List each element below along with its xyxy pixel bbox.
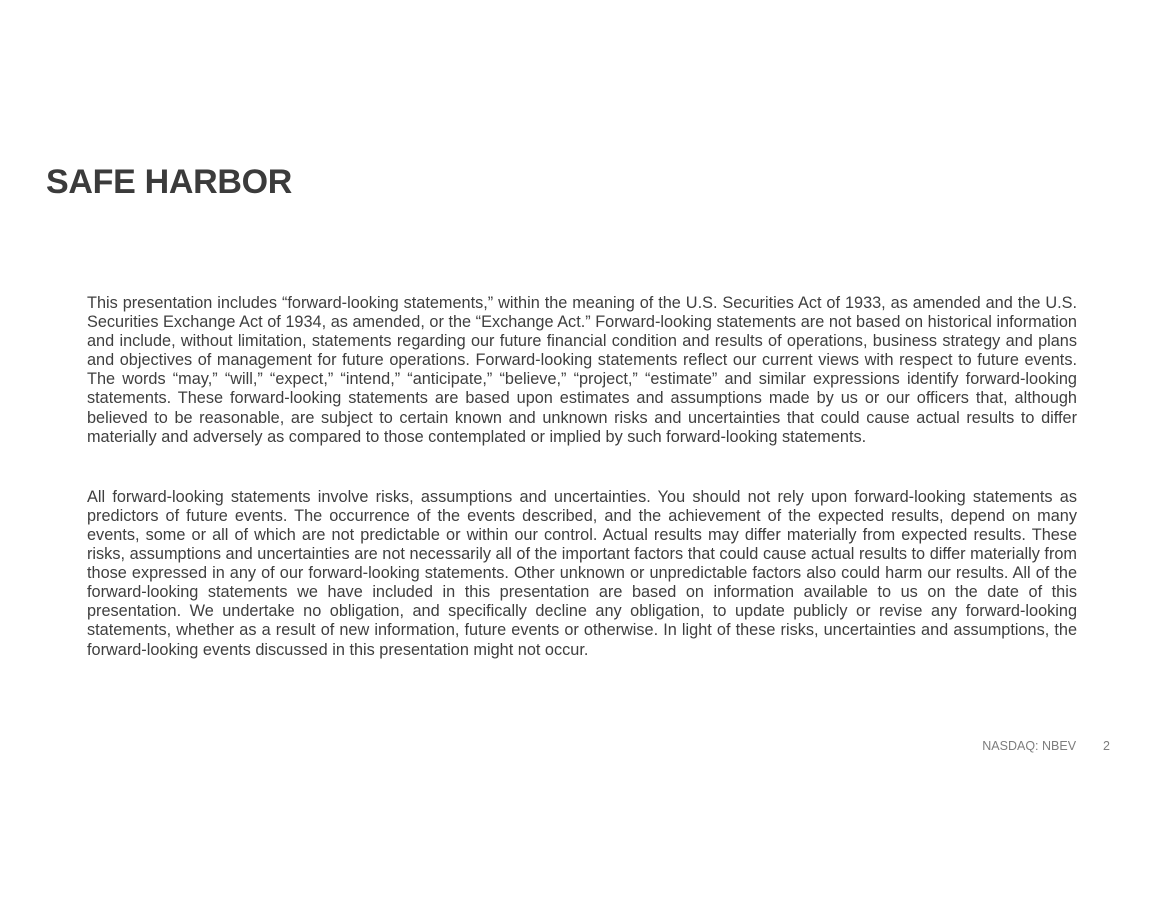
disclaimer-text-block [87,294,1077,660]
paragraph-1: This presentation includes “forward-looking statements,” within the meaning of the U.S. Securities Act of 1933, as amended and the U.S. Securities Exchange Act of 1934, as amended, or the “Exchange Act.” Forward-looking statements are not based on historical information and include, without limitation, statements regarding our future financial condition and results of operations, business strategy and plans and objectives of management for future operations. Forward-looking statements reflect our current views with respect to future events. The words “may,” “will,” “expect,” “intend,” “anticipate,” “believe,” “project,” “estimate” and similar expressions identify forward-looking statements. These forward-looking statements are based upon estimates and assumptions made by us or our officers that, although believed to be reasonable, are subject to certain known and unknown risks and uncertainties that could cause actual results to differ materially and adversely as compared to those contemplated or implied by such forward-looking statements. [87,294,1077,446]
slide-title: SAFE HARBOR [46,163,293,201]
paragraph-2: All forward-looking statements involve risks, assumptions and uncertainties. You should not rely upon forward-looking statements as predictors of future events. The occurrence of the events described, and the achievement of the expected results, depend on many events, some or all of which are not predictable or within our control. Actual results may differ materially from expected results. These risks, assumptions and uncertainties are not necessarily all of the important factors that could cause actual results to differ materially from those expressed in any of our forward-looking statements. Other unknown or unpredictable factors also could harm our results. All of the forward-looking statements we have included in this presentation are based on information available to us on the date of this presentation. We undertake no obligation, and specifically decline any obligation, to update publicly or revise any forward-looking statements, whether as a result of new information, future events or otherwise. In light of these risks, uncertainties and assumptions, the forward-looking events discussed in this presentation might not occur. [87,487,1077,659]
stock-ticker-label: NASDAQ: NBEV [982,739,1077,753]
page-number: 2 [1103,739,1110,753]
slide-footer [982,739,1110,753]
